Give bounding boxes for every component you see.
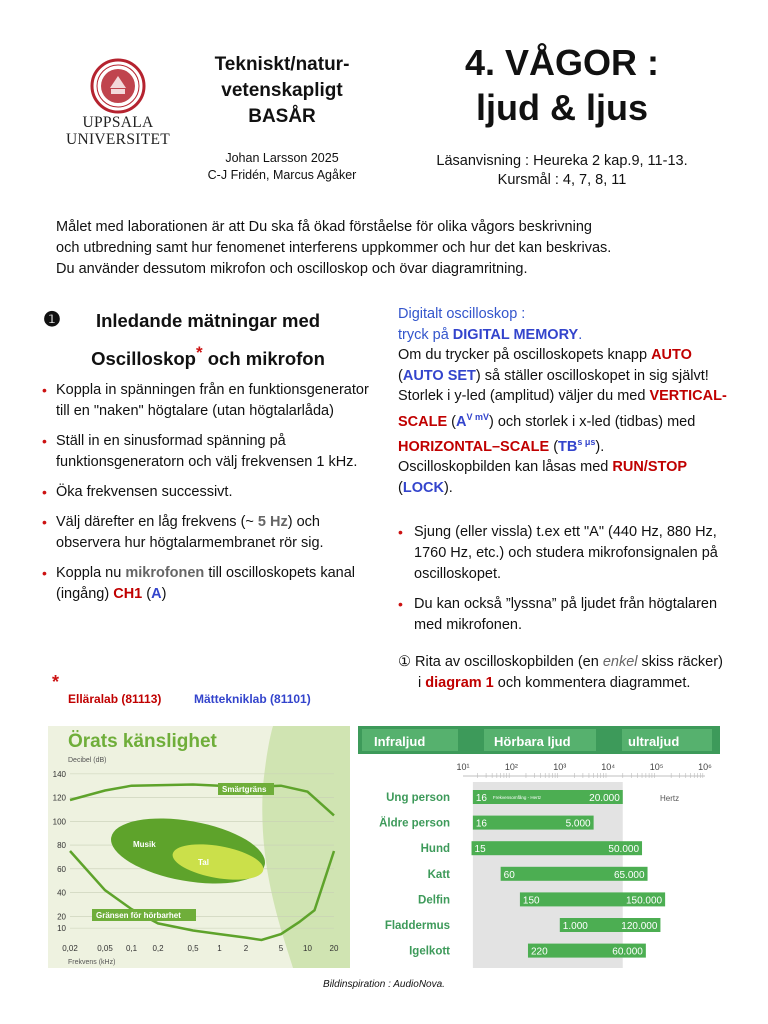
osc-para-3 <box>398 457 738 498</box>
horizontal-scale-term: HORIZONTAL–SCALE <box>398 438 550 455</box>
bullet-text: Ställ in en sinusformad spänning på funktionsgeneratorn och välj frekvensen 1 kHz. <box>56 433 358 470</box>
x-tick-label: 0,5 <box>187 944 199 953</box>
bullet-text: Koppla nu <box>56 565 126 581</box>
osc-text: ( <box>549 438 559 455</box>
reading-line-1: Läsanvisning : Heureka 2 kap.9, 11-13. <box>436 153 688 169</box>
range-max-label: 65.000 <box>613 869 645 881</box>
range-max-label: 60.000 <box>612 946 643 958</box>
page-title <box>412 40 712 130</box>
task-emphasis: enkel <box>602 654 638 670</box>
hearing-label: Gränsen för hörbarhet <box>96 911 181 920</box>
list-item <box>398 522 728 585</box>
digital-memory-term: DIGITAL MEMORY <box>452 326 579 343</box>
section-number: ❶ <box>43 309 61 331</box>
music-label: Musik <box>133 840 156 849</box>
x-tick-label: 10¹ <box>456 762 470 772</box>
list-item <box>398 594 728 636</box>
section-title-oscilloskop: Oscilloskop <box>91 348 196 370</box>
author-line-2: C-J Fridén, Marcus Agåker <box>207 168 357 182</box>
list-item <box>42 380 382 422</box>
range-min-label: 16 <box>475 818 488 830</box>
osc-text: ). <box>595 438 605 455</box>
list-item <box>42 563 382 605</box>
channel-term: CH1 <box>113 586 143 602</box>
chart-xlabel: Frekvens (kHz) <box>68 959 116 966</box>
x-tick-label: 0,2 <box>152 944 164 953</box>
bullet-text: ( <box>142 586 152 602</box>
range-caption: Frekvensomfång - Hertz <box>492 795 542 800</box>
range-max-label: 5.000 <box>565 818 591 830</box>
amplitude-units: V mV <box>466 411 490 422</box>
range-min-label: 16 <box>475 793 488 804</box>
y-tick-label: 120 <box>52 793 66 803</box>
intro-line-3: Du använder dessutom mikrofon och oscilloskop och övar diagramritning. <box>56 261 528 277</box>
pain-label: Smärtgräns <box>222 785 267 794</box>
list-item <box>42 431 382 473</box>
x-tick-label: 10² <box>504 762 518 772</box>
footnote-marker: * <box>52 672 60 692</box>
list-item <box>42 512 382 554</box>
y-tick-label: 40 <box>57 888 66 898</box>
intro-line-2: och utbredning samt hur fenomenet interferens uppkommer och hur det kan beskrivas. <box>56 240 612 256</box>
bullet-text: till oscilloskopets kanal (ingång) <box>56 565 356 602</box>
osc-text: ). <box>443 479 453 496</box>
y-tick-label: 100 <box>52 817 66 827</box>
osc-text: Storlek i y-led (amplitud) väljer du med <box>398 388 650 404</box>
osc-text: Om du trycker på oscilloskopets knapp <box>398 347 652 363</box>
task-text: skiss räcker) i <box>418 654 723 691</box>
x-tick-label: 10⁵ <box>649 762 664 772</box>
osc-text: Oscilloskopbilden kan låsas med <box>398 459 613 476</box>
x-tick-label: 0,05 <box>97 944 113 953</box>
authors <box>182 150 382 184</box>
bullet-text: ) och observera hur högtalarmembranet rör sig. <box>56 514 324 551</box>
osc-line-2 <box>398 325 738 346</box>
range-min-label: 150 <box>522 895 540 907</box>
timebase-term: TB <box>558 438 578 455</box>
x-tick-label: 10³ <box>553 762 567 772</box>
task-text: Rita av oscilloskopbilden (en <box>411 654 603 670</box>
bullet-text: ) <box>161 586 167 602</box>
osc-text: ( <box>447 413 457 430</box>
inst-line-3: BASÅR <box>248 106 316 127</box>
section-title-line-1: Inledande mätningar med <box>95 310 321 331</box>
x-tick-label: 10 <box>303 944 312 953</box>
diagram-reference: diagram 1 <box>425 675 494 691</box>
low-frequency: 5 Hz <box>257 514 288 530</box>
header-infra: Infraljud <box>374 734 426 749</box>
y-tick-label: 20 <box>57 912 66 922</box>
category-label: Delfin <box>418 894 450 907</box>
y-tick-label: 60 <box>57 864 66 874</box>
header-audible: Hörbara ljud <box>494 734 571 749</box>
osc-text: ( <box>398 479 403 496</box>
osc-text: . <box>578 326 583 343</box>
bullet-text: Du kan också ”lyssna” på ljudet från högtalaren med mikrofonen. <box>414 596 718 633</box>
right-instruction-list <box>398 522 728 645</box>
run-stop-term: RUN/STOP <box>612 459 688 476</box>
oscilloscope-instructions <box>398 304 738 498</box>
logo-line-2: UNIVERSITET <box>65 131 171 148</box>
osc-text: ( <box>398 367 403 384</box>
autoset-term: AUTO SET <box>402 367 476 384</box>
microphone-term: mikrofonen <box>125 565 205 581</box>
x-tick-label: 0,02 <box>62 944 78 953</box>
osc-para-2 <box>398 386 738 457</box>
osc-text: ) så ställer oscilloskopet in sig självt! <box>475 367 709 384</box>
ear-sensitivity-chart <box>48 726 350 968</box>
category-label: Ung person <box>386 792 450 804</box>
reading-instructions <box>412 152 712 190</box>
intro-line-1: Målet med laborationen är att Du ska få ökad förståelse för olika vågors beskrivning <box>56 219 592 235</box>
task-number: ① <box>398 654 411 670</box>
range-min-label: 220 <box>530 946 548 958</box>
osc-text: tryck på <box>398 326 453 343</box>
task-1 <box>398 652 728 694</box>
list-item <box>42 482 382 503</box>
x-tick-label: 5 <box>278 944 284 953</box>
category-label: Äldre person <box>379 817 450 830</box>
x-tick-label: 0,1 <box>125 944 138 953</box>
seal-icon <box>90 58 146 114</box>
reading-line-2: Kursmål : 4, 7, 8, 11 <box>497 172 627 188</box>
x-tick-label: 10⁶ <box>698 762 712 772</box>
title-line-1: 4. VÅGOR : <box>464 42 660 83</box>
y-tick-label: 10 <box>57 924 66 934</box>
y-tick-label: 80 <box>57 841 66 851</box>
bullet-text: Koppla in spänningen från en funktionsgenerator till en "naken" högtalare (utan högtalarlåda) <box>56 382 369 419</box>
osc-heading: Digitalt oscilloskop : <box>398 306 526 322</box>
footnote-star: * <box>195 343 203 362</box>
bullet-text: Välj därefter en låg frekvens (~ <box>56 514 258 530</box>
range-max-label: 120.000 <box>621 921 658 932</box>
x-tick-label: 20 <box>329 944 339 953</box>
bullet-text: Öka frekvensen successivt. <box>56 484 233 500</box>
range-min-label: 1.000 <box>562 921 588 932</box>
footnote-lab-2: Mättekniklab (81101) <box>194 692 311 706</box>
y-tick-label: 140 <box>52 769 66 779</box>
image-credit: Bildinspiration : AudioNova. <box>323 979 445 990</box>
chart-ylabel: Decibel (dB) <box>68 757 107 764</box>
category-label: Igelkott <box>409 945 450 958</box>
auto-term: AUTO <box>651 347 692 363</box>
osc-para-1 <box>398 345 738 386</box>
osc-text: ) och storlek i x-led (tidbas) med <box>489 413 696 430</box>
timebase-units: s μs <box>577 436 596 447</box>
university-logo <box>62 58 174 148</box>
chart-title: Örats känslighet <box>68 731 217 752</box>
lock-term: LOCK <box>402 479 444 496</box>
range-max-label: 20.000 <box>589 793 620 804</box>
speech-label: Tal <box>198 858 209 867</box>
section-title-rest: och mikrofon <box>202 348 325 370</box>
category-label: Katt <box>427 868 450 881</box>
category-label: Fladdermus <box>384 920 450 932</box>
range-min-label: 60 <box>503 869 515 881</box>
inst-line-1: Tekniskt/natur- <box>214 54 350 75</box>
channel-a-term: A <box>151 586 162 602</box>
range-max-label: 150.000 <box>625 895 663 907</box>
category-label: Hund <box>420 843 450 856</box>
author-line-1: Johan Larsson 2025 <box>225 151 339 165</box>
section-title <box>48 305 368 375</box>
logo-line-1: UPPSALA <box>82 114 154 131</box>
vertical-scale-term: VERTICAL-SCALE <box>398 388 727 430</box>
range-min-label: 15 <box>474 844 486 856</box>
unit-label: Hertz <box>660 794 680 803</box>
x-tick-label: 10⁴ <box>601 762 616 772</box>
footnote-lab-1: Elläralab (81113) <box>68 692 162 706</box>
bullet-text: Sjung (eller vissla) t.ex ett "A" (440 Hz, 880 Hz, 1760 Hz, etc.) och studera mikrofonsignalen på oscilloskopet. <box>414 524 718 582</box>
header-ultra: ultraljud <box>628 734 680 749</box>
range-max-label: 50.000 <box>608 844 640 856</box>
amplitude-term: A <box>456 413 467 430</box>
title-line-2: ljud & ljus <box>475 87 648 128</box>
inst-line-2: vetenskapligt <box>221 80 343 101</box>
instruction-list <box>42 380 382 614</box>
frequency-range-chart <box>358 726 720 968</box>
task-text: och kommentera diagrammet. <box>493 675 691 691</box>
x-tick-label: 2 <box>243 944 249 953</box>
institution-title <box>182 52 382 130</box>
section-title-line-2 <box>48 337 368 375</box>
intro-paragraph <box>56 217 736 280</box>
x-tick-label: 1 <box>217 944 222 953</box>
